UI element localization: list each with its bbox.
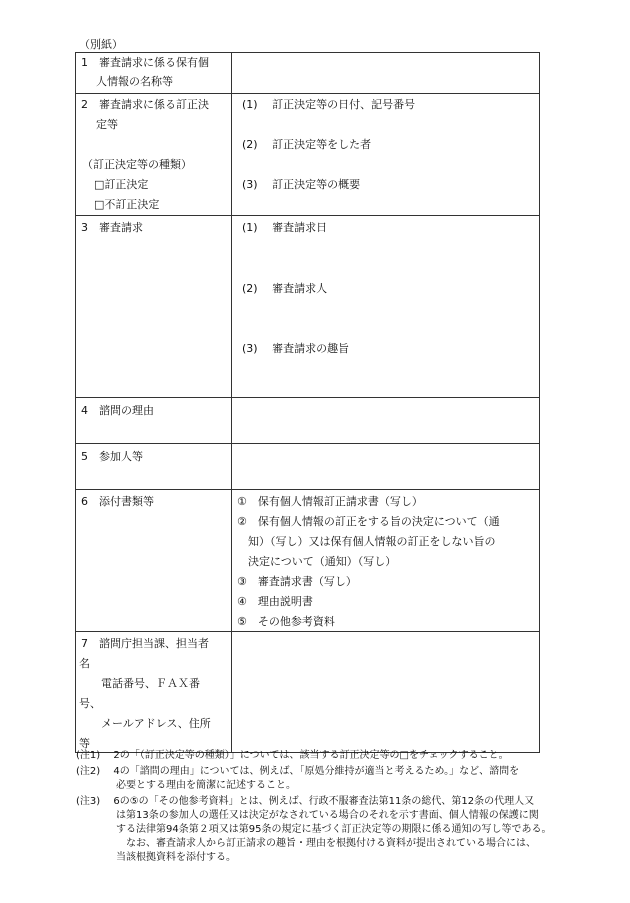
label-line: 定等 <box>96 118 118 131</box>
note-2: (注2) 4の「諮問の理由」については、例えば、「原処分維持が適当と考えるため。」など、諮問を <box>76 766 520 777</box>
checkbox-non-correction[interactable]: □不訂正決定 <box>94 198 160 211</box>
row-correction-decision <box>76 94 540 216</box>
label-line: 名 <box>79 657 90 670</box>
note-3-continued: 当該根拠資料を添付する。 <box>76 852 236 863</box>
note-3-continued: する法律第94条第２項又は第95条の規定に基づく訂正決定等の期限に係る通知の写し等である。 <box>76 824 552 835</box>
label-line: 7 諮問庁担当課、担当者 <box>81 637 209 650</box>
label-cell-correction-decision <box>76 94 232 216</box>
label-line: 等 <box>79 737 90 750</box>
note-3: (注3) 6の⑤の「その他参考資料」とは、例えば、行政不服審査法第11条の総代、第12条の代理人又 <box>76 796 535 807</box>
value-cell-inquiry-reason[interactable] <box>232 398 540 444</box>
note-1: (注1) 2の「（訂正決定等の種類）」については、該当する訂正決定等の□をチェックすること。 <box>76 750 509 761</box>
label-cell-contact-info <box>76 632 232 753</box>
attachment-item: ③ 審査請求書（写し） <box>237 575 357 588</box>
value-cell-participants[interactable] <box>232 444 540 490</box>
attachment-item: ① 保有個人情報訂正請求書（写し） <box>237 495 423 508</box>
row-participants <box>76 444 540 490</box>
decision-type-heading: （訂正決定等の種類） <box>82 158 192 171</box>
value-cell-review-request <box>232 216 540 398</box>
row-record-name <box>76 53 540 94</box>
label-line: メールアドレス、住所 <box>79 717 211 730</box>
item-decision-summary: (3) 訂正決定等の概要 <box>242 178 361 191</box>
label-line: 電話番号、ＦＡＸ番 <box>79 677 200 690</box>
attachment-item-continued: 知）（写し）又は保有個人情報の訂正をしない旨の <box>237 535 496 548</box>
label-cell-attachments <box>76 490 232 632</box>
attachment-item: ④ 理由説明書 <box>237 595 313 608</box>
row-review-request <box>76 216 540 398</box>
item-requester: (2) 審査請求人 <box>242 282 328 295</box>
label-line: 3 審査請求 <box>81 221 143 234</box>
label-line: 2 審査請求に係る訂正決 <box>81 98 209 111</box>
attachment-item: ⑤ その他参考資料 <box>237 615 335 628</box>
label-cell-inquiry-reason <box>76 398 232 444</box>
attachment-item: ② 保有個人情報の訂正をする旨の決定について（通 <box>237 515 500 528</box>
value-cell-record-name[interactable] <box>232 53 540 94</box>
label-line: 号、 <box>79 697 101 710</box>
row-inquiry-reason <box>76 398 540 444</box>
label-cell-record-name <box>76 53 232 94</box>
value-cell-contact-info[interactable] <box>232 632 540 753</box>
attachment-item-continued: 決定について（通知）（写し） <box>237 555 397 568</box>
label-cell-participants <box>76 444 232 490</box>
label-cell-review-request <box>76 216 232 398</box>
note-3-continued: は第13条の参加人の選任又は決定がなされている場合のそれを示す書面、個人情報の保護に関 <box>76 810 539 821</box>
item-request-purpose: (3) 審査請求の趣旨 <box>242 342 350 355</box>
document-header: （別紙） <box>79 38 123 51</box>
item-decision-maker: (2) 訂正決定等をした者 <box>242 138 372 151</box>
checkbox-correction[interactable]: □訂正決定 <box>94 178 149 191</box>
review-request-form-table <box>75 52 540 753</box>
row-attachments <box>76 490 540 632</box>
note-3-continued: なお、審査請求人から訂正請求の趣旨・理由を根拠付ける資料が提出されている場合には、 <box>76 838 536 849</box>
item-decision-date: (1) 訂正決定等の日付、記号番号 <box>242 98 416 111</box>
item-request-date: (1) 審査請求日 <box>242 221 328 234</box>
label-line: 4 諮問の理由 <box>81 404 154 417</box>
label-line: 6 添付書類等 <box>81 495 154 508</box>
label-line: 人情報の名称等 <box>96 75 173 88</box>
label-line: 5 参加人等 <box>81 450 143 463</box>
label-line: 1 審査請求に係る保有個 <box>81 56 209 69</box>
note-2-continued: 必要とする理由を簡潔に記述すること。 <box>76 780 296 791</box>
value-cell-correction-decision <box>232 94 540 216</box>
row-contact-info <box>76 632 540 753</box>
value-cell-attachments <box>232 490 540 632</box>
